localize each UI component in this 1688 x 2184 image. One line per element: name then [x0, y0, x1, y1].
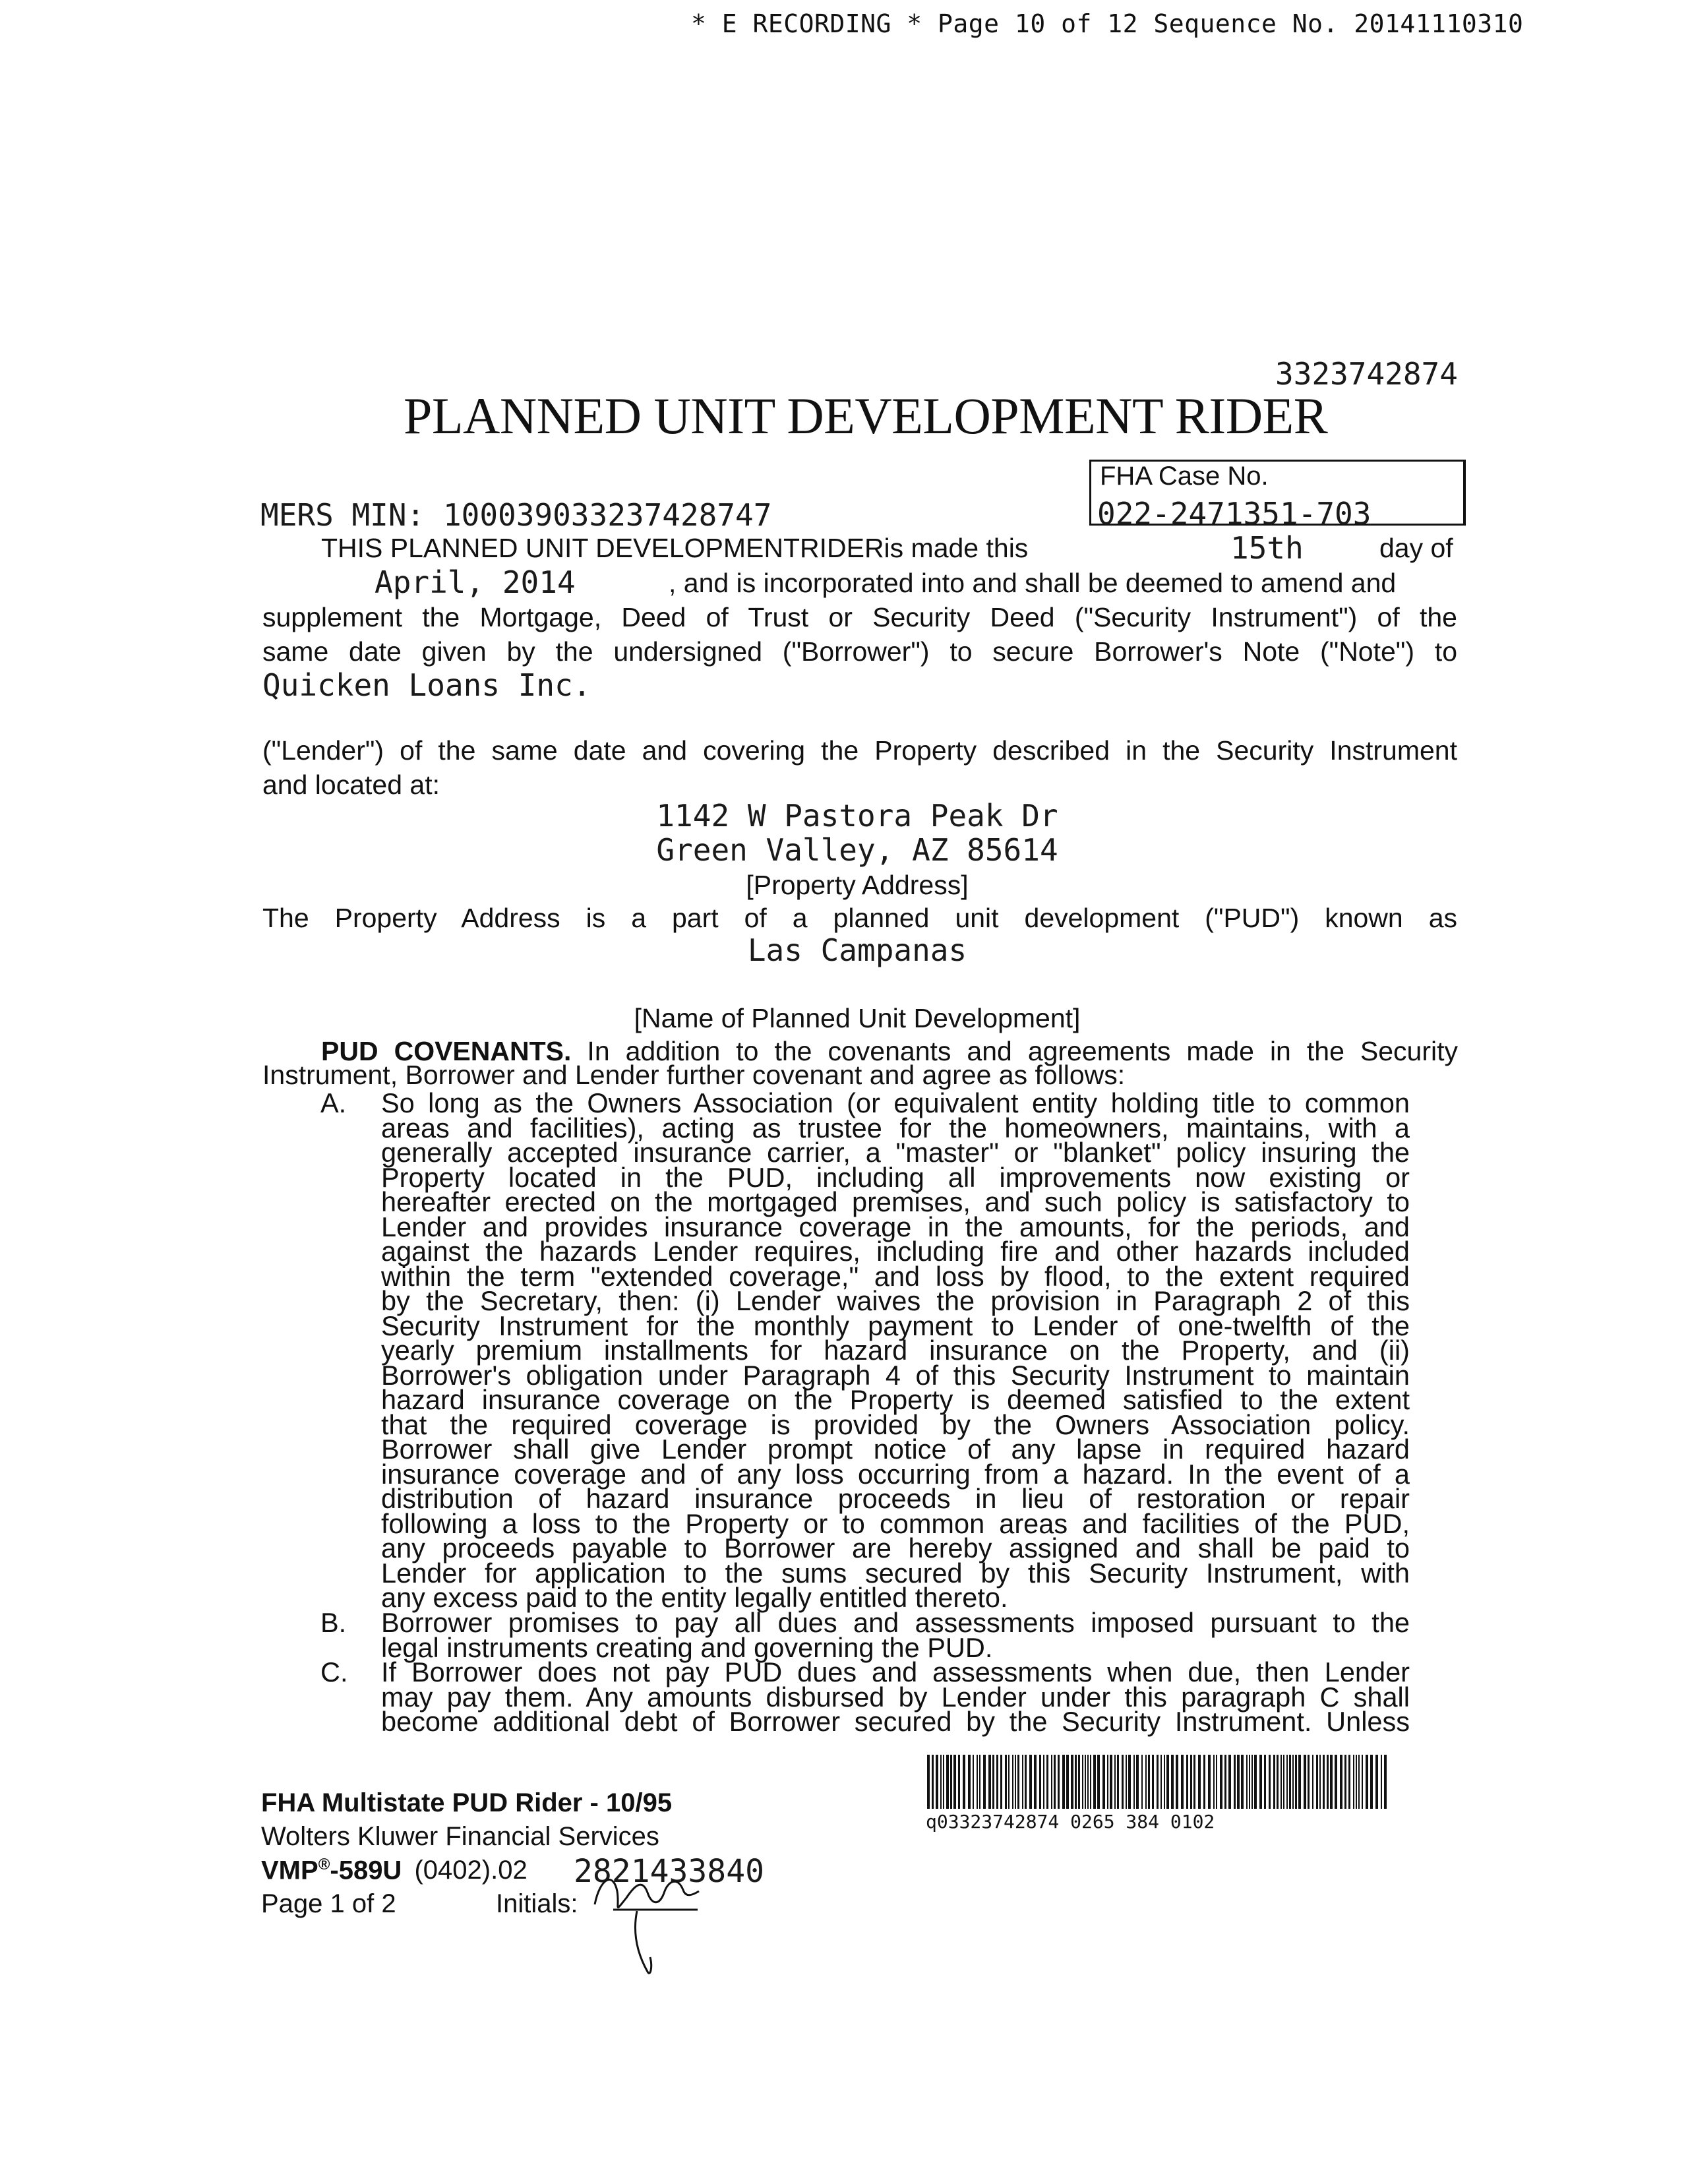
barcode-bar	[1097, 1755, 1100, 1809]
barcode-bar	[1298, 1755, 1301, 1809]
covenants-intro-line2: Instrument, Borrower and Lender further covenant and agree as follows:	[262, 1060, 1126, 1090]
covenant-c-text	[381, 1656, 1410, 1737]
covenant-line: become additional debt of Borrower secured by the Security Instrument. Unless	[381, 1706, 1410, 1737]
covenant-line: hazard insurance coverage on the Property is deemed satisfied to the extent	[381, 1384, 1410, 1415]
barcode-bar	[1078, 1755, 1080, 1809]
barcode-bar	[1370, 1755, 1373, 1809]
barcode-bar	[1025, 1755, 1027, 1809]
covenant-line: within the term "extended coverage," and loss by flood, to the extent required	[381, 1260, 1410, 1292]
recording-header: * E RECORDING * Page 10 of 12 Sequence No. 20141110310	[691, 9, 1524, 38]
barcode-bar	[1193, 1755, 1195, 1809]
barcode-bar	[1171, 1755, 1174, 1809]
barcode-bar	[1292, 1755, 1294, 1809]
barcode-bar	[1323, 1755, 1325, 1809]
covenant-c-letter: C.	[320, 1656, 348, 1687]
barcode-bar	[1234, 1755, 1236, 1809]
covenant-a-letter: A.	[320, 1087, 347, 1118]
barcode-bar	[1237, 1755, 1240, 1809]
covenant-line: Borrower promises to pay all dues and assessments imposed pursuant to the	[381, 1607, 1410, 1638]
lender-name: Quicken Loans Inc.	[262, 667, 591, 703]
barcode-bar	[1087, 1755, 1089, 1809]
form-name: FHA Multistate PUD Rider - 10/95	[261, 1788, 673, 1817]
barcode-bar	[1066, 1755, 1069, 1809]
barcode-bar	[973, 1755, 974, 1809]
mers-min: MERS MIN: 100039033237428747	[260, 497, 772, 533]
vmp-version: (0402).02	[414, 1856, 528, 1885]
barcode-bar	[1000, 1755, 1002, 1809]
barcode-bar	[1208, 1755, 1211, 1809]
barcode-bar	[1034, 1755, 1037, 1809]
barcode-bar	[1316, 1755, 1318, 1809]
barcode-bar	[1128, 1755, 1131, 1809]
covenant-line: Borrower's obligation under Paragraph 4 of this Security Instrument to maintain	[381, 1359, 1410, 1391]
barcode-bar	[1362, 1755, 1363, 1809]
barcode-bar	[1312, 1755, 1313, 1809]
barcode-bar	[1017, 1755, 1019, 1809]
barcode-bar	[958, 1755, 960, 1809]
barcode-bar	[1190, 1755, 1192, 1809]
barcode-bar	[1126, 1755, 1127, 1809]
covenant-line: Borrower shall give Lender prompt notice of any lapse in required hazard	[381, 1434, 1410, 1465]
fha-case-number: 022-2471351-703	[1097, 496, 1372, 531]
barcode-bar	[1093, 1755, 1096, 1809]
barcode-bar	[1224, 1755, 1226, 1809]
covenant-b-text	[381, 1607, 1410, 1663]
barcode-bar	[1110, 1755, 1112, 1809]
barcode-bar	[983, 1755, 986, 1809]
barcode-bar	[1295, 1755, 1297, 1809]
loan-number: 3323742874	[1275, 356, 1458, 392]
covenant-line: So long as the Owners Association (or equivalent entity holding title to common	[381, 1087, 1410, 1118]
barcode-bar	[927, 1755, 930, 1809]
barcode-bar	[1344, 1755, 1346, 1809]
barcode-bar	[1015, 1755, 1016, 1809]
page-title: PLANNED UNIT DEVELOPMENT RIDER	[404, 387, 1328, 444]
barcode-bar	[1246, 1755, 1248, 1809]
vmp-code	[261, 1856, 528, 1885]
covenant-line: If Borrower does not pay PUD dues and assessments when due, then Lender	[381, 1656, 1410, 1687]
intro-day: 15th	[1230, 530, 1304, 566]
barcode-bar	[1181, 1755, 1184, 1809]
doc-number: 2821433840	[574, 1853, 764, 1890]
barcode-bar	[992, 1755, 994, 1809]
covenants-heading: PUD COVENANTS.	[321, 1036, 572, 1066]
barcode-bar	[1029, 1755, 1032, 1809]
barcode-bar	[1117, 1755, 1119, 1809]
barcode-bar	[1152, 1755, 1154, 1809]
barcode-bar	[1071, 1755, 1073, 1809]
pud-name: Las Campanas	[747, 932, 967, 968]
covenant-line: generally accepted insurance carrier, a "master" or "blanket" policy insuring the	[381, 1137, 1410, 1168]
barcode-bar	[1259, 1755, 1262, 1809]
barcode-bar	[1102, 1755, 1105, 1809]
covenant-a-text	[381, 1087, 1410, 1613]
barcode-bar	[1273, 1755, 1275, 1809]
barcode-bar	[1264, 1755, 1266, 1809]
intro-line1-start: THIS PLANNED UNIT DEVELOPMENTRIDERis made this	[321, 533, 1029, 563]
barcode-bar	[1335, 1755, 1337, 1809]
vmp-prefix: VMP	[261, 1856, 318, 1885]
barcode-bar	[1286, 1755, 1288, 1809]
barcode-bar	[1330, 1755, 1333, 1809]
barcode-bar	[1340, 1755, 1342, 1809]
barcode-bar	[1304, 1755, 1306, 1809]
barcode-bar	[953, 1755, 956, 1809]
covenant-line: insurance coverage and of any loss occurring from a hazard. In the event of a	[381, 1458, 1410, 1490]
barcode-bar	[943, 1755, 944, 1809]
covenant-line: against the hazards Lender requires, including fire and other hazards included	[381, 1236, 1410, 1267]
barcode-bar	[1157, 1755, 1159, 1809]
barcode-bar	[1054, 1755, 1056, 1809]
fha-case-label: FHA Case No.	[1100, 462, 1269, 491]
pud-line: The Property Address is a part of a planned unit development ("PUD") known as	[262, 903, 1457, 933]
barcode-bar	[946, 1755, 949, 1809]
barcode-bar	[1090, 1755, 1091, 1809]
barcode-bar	[1327, 1755, 1329, 1809]
barcode-bar	[1058, 1755, 1060, 1809]
barcode-bar	[1122, 1755, 1124, 1809]
intro-line5: ("Lender") of the same date and covering the Property described in the Security Instrument	[262, 735, 1457, 766]
barcode-bar	[1249, 1755, 1250, 1809]
intro-line6: and located at:	[262, 770, 440, 800]
barcode-bar	[1228, 1755, 1231, 1809]
barcode-bar	[1358, 1755, 1360, 1809]
barcode-bar	[936, 1755, 938, 1809]
intro-date: April, 2014	[375, 564, 576, 600]
barcode-bar	[1353, 1755, 1354, 1809]
covenant-line: Lender for application to the sums secured by this Security Instrument, with	[381, 1557, 1410, 1589]
covenant-line: any excess paid to the entity legally entitled thereto.	[381, 1582, 1008, 1613]
barcode-bar	[1008, 1755, 1010, 1809]
covenant-b-letter: B.	[320, 1607, 347, 1638]
covenant-line: distribution of hazard insurance proceeds in lieu of restoration or repair	[381, 1483, 1410, 1514]
barcode-bar	[1186, 1755, 1188, 1809]
barcode-bar	[1308, 1755, 1310, 1809]
barcode-bar	[950, 1755, 952, 1809]
barcode-bar	[1085, 1755, 1086, 1809]
barcode-bar	[1283, 1755, 1284, 1809]
barcode-bar	[968, 1755, 971, 1809]
barcode-bar	[1281, 1755, 1282, 1809]
barcode-bar	[1022, 1755, 1023, 1809]
barcode-bar	[1114, 1755, 1116, 1809]
barcode-bar	[1046, 1755, 1048, 1809]
barcode-bar	[988, 1755, 991, 1809]
barcode-bar	[1075, 1755, 1077, 1809]
covenant-line: hereafter erected on the mortgaged premises, and such policy is satisfactory to	[381, 1186, 1410, 1217]
barcode-bar	[977, 1755, 978, 1809]
intro-line2-end: , and is incorporated into and shall be deemed to amend and	[669, 568, 1397, 598]
property-address-line1: 1142 W Pastora Peak Dr	[656, 798, 1058, 834]
barcode-bar	[1356, 1755, 1357, 1809]
barcode-bar	[1254, 1755, 1257, 1809]
barcode-bar	[1136, 1755, 1139, 1809]
barcode-bar	[1082, 1755, 1083, 1809]
covenant-line: following a loss to the Property or to common areas and facilities of the PUD,	[381, 1507, 1410, 1539]
barcode-bar	[932, 1755, 934, 1809]
barcode-bar	[1005, 1755, 1007, 1809]
barcode-bar	[1164, 1755, 1165, 1809]
intro-line4: same date given by the undersigned ("Borrower") to secure Borrower's Note ("Note") to	[262, 636, 1457, 667]
barcode-bar	[996, 1755, 998, 1809]
property-address-line2: Green Valley, AZ 85614	[656, 832, 1058, 868]
initials-label: Initials:	[496, 1889, 578, 1918]
property-address-label: [Property Address]	[746, 870, 969, 900]
barcode-bar	[1107, 1755, 1108, 1809]
covenant-line: may pay them. Any amounts disbursed by Lender under this paragraph C shall	[381, 1681, 1410, 1713]
covenant-line: any proceeds payable to Borrower are hereby assigned and shall be paid to	[381, 1532, 1410, 1563]
covenants-intro-rest: In addition to the covenants and agreements made in the Security	[587, 1036, 1458, 1066]
barcode-bar	[1277, 1755, 1279, 1809]
publisher: Wolters Kluwer Financial Services	[261, 1822, 659, 1851]
barcode-bar	[1051, 1755, 1052, 1809]
barcode-bar	[1141, 1755, 1143, 1809]
barcode-bar	[1381, 1755, 1382, 1809]
barcode-bar	[979, 1755, 980, 1809]
barcode-bar	[963, 1755, 965, 1809]
intro-line3: supplement the Mortgage, Deed of Trust or Security Deed ("Security Instrument") of the	[262, 602, 1457, 632]
barcode-bar	[1176, 1755, 1178, 1809]
covenant-line: areas and facilities), acting as trustee for the homeowners, maintains, with a	[381, 1112, 1410, 1143]
pud-name-label: [Name of Planned Unit Development]	[634, 1003, 1081, 1033]
vmp-form-code: -589U	[330, 1856, 402, 1885]
barcode-bar	[1384, 1755, 1387, 1809]
barcode-bar	[1251, 1755, 1253, 1809]
barcode-bar	[1366, 1755, 1368, 1809]
initials-signature	[587, 1852, 706, 1984]
barcode-bar	[1375, 1755, 1378, 1809]
covenant-line: Security Instrument for the monthly payment to Lender of one-twelfth of the	[381, 1310, 1410, 1341]
barcode-bar	[1213, 1755, 1215, 1809]
covenant-line: that the required coverage is provided by the Owners Association policy.	[381, 1409, 1410, 1440]
barcode-bar	[1043, 1755, 1044, 1809]
barcode-bar	[1269, 1755, 1271, 1809]
barcode-bar	[1319, 1755, 1321, 1809]
barcode-bar	[1148, 1755, 1150, 1809]
barcode-bar	[1289, 1755, 1291, 1809]
covenant-line: Lender and provides insurance coverage in the amounts, for the periods, and	[381, 1211, 1410, 1242]
covenant-line: Property located in the PUD, including all improvements now existing or	[381, 1161, 1410, 1193]
barcode-bar	[940, 1755, 942, 1809]
barcode-bar	[1039, 1755, 1041, 1809]
barcode-bar	[1220, 1755, 1222, 1809]
vmp-registered-mark: ®	[318, 1856, 330, 1873]
covenant-line: legal instruments creating and governing the PUD.	[381, 1631, 993, 1663]
covenant-line: yearly premium installments for hazard insurance on the Property, and (ii)	[381, 1335, 1410, 1366]
barcode-bar	[1198, 1755, 1201, 1809]
barcode-bar	[1160, 1755, 1162, 1809]
barcode-bar	[1203, 1755, 1205, 1809]
barcode-bar	[1062, 1755, 1065, 1809]
covenant-line: by the Secretary, then: (i) Lender waives the provision in Paragraph 2 of this	[381, 1285, 1410, 1316]
page-number: Page 1 of 2	[261, 1889, 396, 1918]
barcode-bar	[1348, 1755, 1350, 1809]
barcode-bar	[1145, 1755, 1147, 1809]
intro-line1-end: day of	[1379, 533, 1453, 563]
barcode-bar	[1133, 1755, 1135, 1809]
barcode-bar	[1012, 1755, 1013, 1809]
barcode-bar	[1166, 1755, 1169, 1809]
barcode-text: q03323742874 0265 384 0102	[926, 1811, 1215, 1833]
barcode-bar	[1216, 1755, 1217, 1809]
barcode-bar	[1241, 1755, 1244, 1809]
